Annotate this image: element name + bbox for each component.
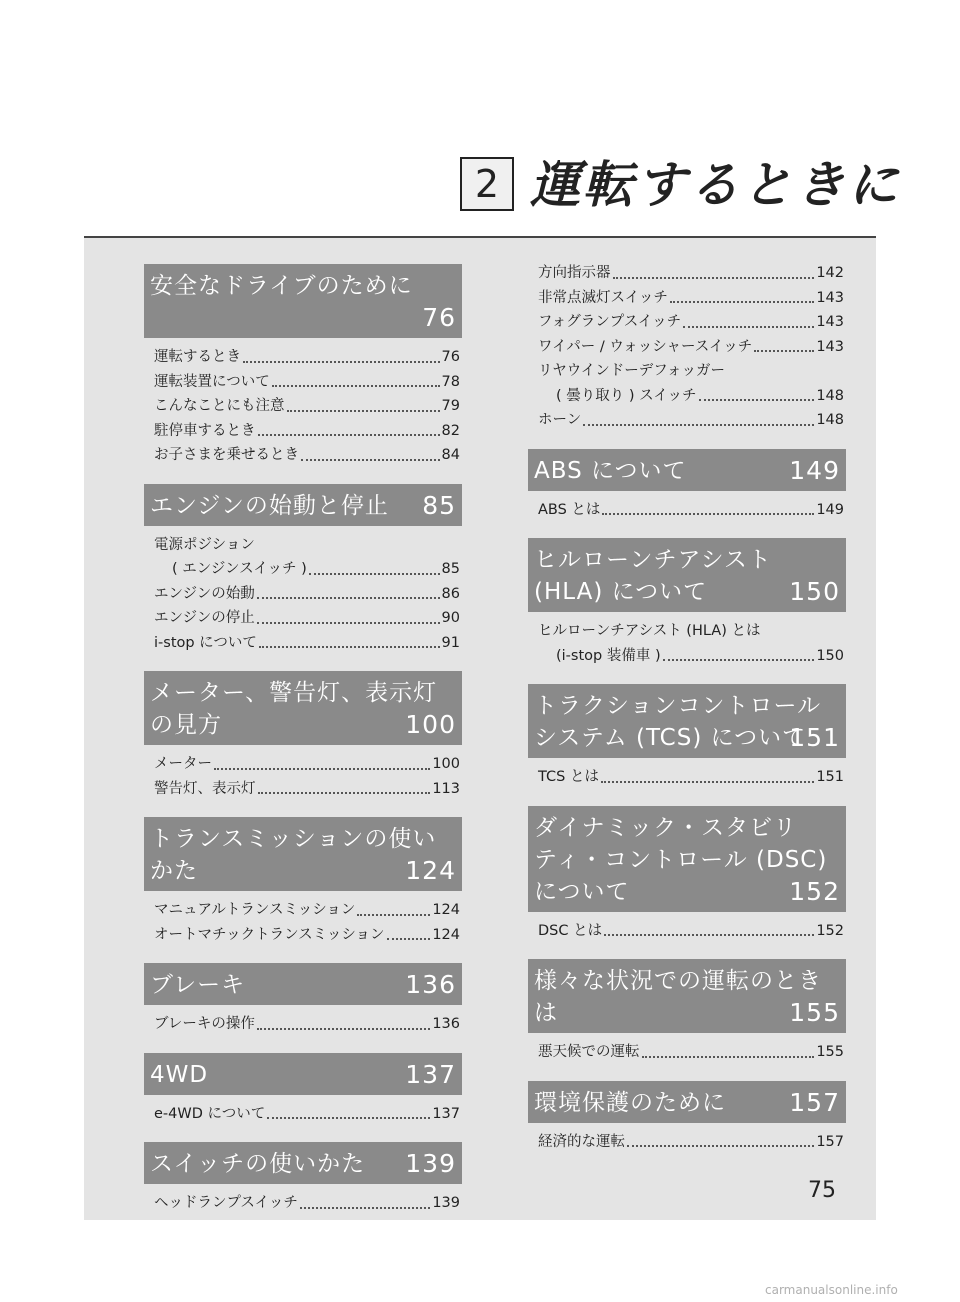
- toc-left-column: [144, 264, 462, 1232]
- toc-entry[interactable]: [538, 498, 844, 523]
- toc-entry-page: 151: [816, 769, 844, 785]
- toc-entries: [528, 1033, 846, 1071]
- toc-entry[interactable]: [538, 384, 844, 409]
- toc-entry-page: 84: [441, 447, 460, 463]
- toc-entry[interactable]: [154, 631, 460, 656]
- toc-section-page: 152: [789, 876, 840, 906]
- toc-section: [144, 1053, 462, 1133]
- toc-entry-page: 137: [432, 1105, 460, 1122]
- toc-entry-label: ホーン: [538, 412, 582, 428]
- toc-section-header[interactable]: [528, 538, 846, 612]
- toc-section-title: 様々な状況での運転のとき は: [534, 968, 822, 1026]
- toc-entry-leader: [287, 410, 440, 412]
- toc-entry-leader: [754, 350, 814, 352]
- toc-entry-leader: [583, 424, 814, 426]
- toc-entry[interactable]: [154, 923, 460, 948]
- toc-entry[interactable]: [154, 582, 460, 607]
- toc-entry-leader: [699, 399, 815, 401]
- toc-entry-label: e-4WD について: [154, 1105, 266, 1122]
- toc-entry[interactable]: [538, 1040, 844, 1065]
- toc-entry-label: 経済的な運転: [538, 1133, 625, 1150]
- toc-entry-leader: [613, 277, 815, 279]
- toc-section-header[interactable]: [528, 449, 846, 491]
- toc-section-header[interactable]: [144, 817, 462, 891]
- toc-section: [144, 1142, 462, 1222]
- toc-entry[interactable]: [154, 606, 460, 631]
- toc-section-header[interactable]: [528, 806, 846, 912]
- toc-entry[interactable]: [154, 777, 460, 802]
- chapter-title: 運転するときに: [530, 156, 901, 214]
- toc-entry-page: 76: [441, 349, 460, 365]
- toc-entry-leader: [300, 1207, 430, 1209]
- toc-entry-leader: [257, 622, 440, 624]
- toc-entries: [144, 1095, 462, 1133]
- toc-entry-label: 悪天候での運転: [538, 1044, 640, 1060]
- toc-entry-label: TCS とは: [538, 769, 599, 785]
- toc-section: [528, 449, 846, 529]
- page-number: 75: [808, 1178, 836, 1203]
- toc-entry[interactable]: [154, 394, 460, 419]
- toc-lead-entries: [528, 254, 846, 439]
- toc-entry-label: ワイパー / ウォッシャースイッチ: [538, 338, 753, 355]
- toc-entry[interactable]: [538, 919, 844, 944]
- toc-entry-page: 136: [432, 1016, 460, 1032]
- toc-section-page: 139: [405, 1149, 456, 1178]
- toc-section-page: 100: [405, 710, 456, 739]
- toc-entry-label: お子さまを乗せるとき: [154, 447, 299, 463]
- toc-section-title: ヒルローンチアシスト (HLA) について: [534, 547, 772, 605]
- toc-entry[interactable]: [538, 644, 844, 669]
- toc-section-page: 136: [405, 970, 456, 999]
- toc-section-title: ダイナミック・スタビリ ティ・コントロール (DSC) について: [534, 814, 828, 905]
- toc-entry-leader: [663, 659, 815, 661]
- toc-entry-page: 143: [816, 314, 844, 330]
- toc-entry-label: ブレーキの操作: [154, 1016, 255, 1032]
- toc-entry-label: ヘッドランプスイッチ: [154, 1195, 298, 1211]
- toc-section-title: 環境保護のために: [534, 1089, 726, 1116]
- toc-entry-leader: [258, 792, 431, 794]
- toc-entry-leader: [642, 1056, 815, 1058]
- toc-section-header[interactable]: [144, 484, 462, 526]
- toc-section-page: 85: [422, 490, 456, 520]
- toc-section-page: 155: [789, 998, 840, 1027]
- toc-entry-label: フォグランプスイッチ: [538, 314, 682, 330]
- toc-section-header[interactable]: [144, 1142, 462, 1184]
- toc-entry-label: i-stop について: [154, 634, 257, 651]
- toc-entry-page: 124: [432, 902, 460, 918]
- toc-entry[interactable]: [154, 898, 460, 923]
- toc-entry[interactable]: [154, 370, 460, 395]
- toc-entries: [528, 612, 846, 674]
- toc-entry[interactable]: [154, 419, 460, 444]
- toc-section: [144, 963, 462, 1043]
- toc-entry-label: こんなことにも注意: [154, 398, 285, 414]
- toc-entry-leader: [257, 597, 440, 599]
- toc-entry-label: 運転するとき: [154, 349, 241, 365]
- toc-entries: [144, 1005, 462, 1043]
- toc-entries: [144, 338, 462, 474]
- toc-entry-leader: [257, 1028, 430, 1030]
- toc-entry-page: 149: [816, 501, 844, 518]
- toc-entry[interactable]: [154, 345, 460, 370]
- toc-entry-leader: [259, 646, 440, 648]
- toc-entry-page: 85: [441, 561, 460, 577]
- toc-entry-page: 143: [816, 338, 844, 355]
- toc-section-header[interactable]: [144, 671, 462, 745]
- toc-section-header[interactable]: [528, 959, 846, 1033]
- toc-entry-page: 100: [432, 756, 460, 772]
- toc-section-title: スイッチの使いかた: [150, 1151, 366, 1177]
- toc-entry[interactable]: [538, 335, 844, 360]
- toc-entry[interactable]: [154, 1102, 460, 1127]
- chapter-header: [0, 0, 960, 236]
- toc-entries: [144, 1184, 462, 1222]
- toc-entry-page: 152: [816, 922, 844, 939]
- toc-entry-page: 142: [816, 265, 844, 281]
- toc-entry-label: オートマチックトランスミッション: [154, 926, 385, 943]
- toc-entry[interactable]: [538, 765, 844, 790]
- toc-entry-label: 警告灯、表示灯: [154, 780, 256, 797]
- toc-entry-page: 91: [441, 634, 460, 651]
- watermark: carmanualsonline.info: [765, 1283, 898, 1297]
- toc-entry-leader: [670, 301, 814, 303]
- toc-entry-label: 方向指示器: [538, 265, 611, 281]
- toc-entry-page: 139: [432, 1195, 460, 1211]
- toc-section-title: メーター、警告灯、表示灯 の見方: [150, 680, 438, 738]
- toc-section-title: ABS について: [534, 457, 687, 484]
- toc-section: [144, 484, 462, 662]
- toc-section: [144, 264, 462, 474]
- toc-entry-page: 86: [441, 585, 460, 602]
- toc-entry-page: 124: [432, 926, 460, 943]
- toc-entry-label: マニュアルトランスミッション: [154, 902, 356, 918]
- toc-section: [528, 959, 846, 1071]
- toc-entry-leader: [214, 768, 430, 770]
- toc-section: [144, 671, 462, 807]
- toc-entry-page: 155: [816, 1044, 844, 1060]
- toc-entry[interactable]: [154, 752, 460, 777]
- toc-entry-leader: [387, 938, 431, 940]
- toc-entry-page: 78: [441, 373, 460, 390]
- toc-entry-label: エンジンの始動: [154, 585, 255, 602]
- toc-section-page: 124: [405, 856, 456, 885]
- toc-entry-page: 157: [816, 1133, 844, 1150]
- toc-right-column: [528, 264, 846, 1170]
- toc-entries: [144, 745, 462, 807]
- toc-entry[interactable]: [538, 286, 844, 311]
- toc-entry-heading: ヒルローンチアシスト (HLA) とは: [538, 623, 761, 639]
- toc-section: [528, 1081, 846, 1161]
- toc-entry[interactable]: [538, 310, 844, 335]
- toc-section-title: トラクションコントロール システム (TCS) について: [534, 693, 822, 751]
- toc-section-page: 150: [789, 577, 840, 606]
- toc-entry[interactable]: [154, 1012, 460, 1037]
- toc-section-header[interactable]: [528, 1081, 846, 1123]
- toc-entries: [528, 912, 846, 950]
- toc-entry-leader: [301, 459, 440, 461]
- toc-entry-label: エンジンの停止: [154, 610, 255, 626]
- toc-entry-leader: [601, 781, 814, 783]
- toc-entry-page: 148: [816, 387, 844, 404]
- toc-entry[interactable]: [538, 408, 844, 433]
- toc-entry-page: 90: [441, 610, 460, 626]
- toc-entry-leader: [243, 361, 440, 363]
- toc-entries: [528, 254, 846, 439]
- toc-section-page: 151: [789, 723, 840, 752]
- toc-section-title: 安全なドライブのために: [150, 273, 413, 299]
- toc-entry-page: 113: [432, 780, 460, 797]
- toc-section-page: 76: [422, 303, 456, 332]
- toc-section-header[interactable]: [144, 1053, 462, 1095]
- toc-entry[interactable]: [154, 443, 460, 468]
- toc-entry-label: 駐停車するとき: [154, 422, 256, 439]
- toc-entry[interactable]: [154, 557, 460, 582]
- toc-section-title: エンジンの始動と停止: [150, 492, 389, 519]
- toc-entry-label: ABS とは: [538, 501, 601, 518]
- toc-entry-leader: [309, 573, 440, 575]
- toc-entry-leader: [272, 385, 440, 387]
- toc-entry-leader: [602, 513, 814, 515]
- toc-entry[interactable]: [154, 1191, 460, 1216]
- toc-section: [144, 817, 462, 953]
- toc-section-header[interactable]: [144, 264, 462, 338]
- toc-entry-leader: [683, 326, 814, 328]
- toc-section-header[interactable]: [144, 963, 462, 1005]
- toc-section-title: トランスミッションの使い かた: [150, 826, 437, 884]
- toc-section-header[interactable]: [528, 684, 846, 758]
- toc-entry-leader: [627, 1145, 814, 1147]
- toc-entry-label: メーター: [154, 756, 212, 772]
- toc-entries: [144, 526, 462, 662]
- toc-section-page: 157: [789, 1087, 840, 1117]
- toc-entry-heading: 電源ポジション: [154, 536, 255, 553]
- toc-section: [528, 806, 846, 950]
- toc-entry-label: DSC とは: [538, 922, 603, 939]
- toc-entry-leader: [267, 1117, 430, 1119]
- toc-entry-leader: [357, 914, 430, 916]
- toc-entry-leader: [258, 434, 440, 436]
- toc-entry[interactable]: [538, 261, 844, 286]
- toc-entry-label: ( 曇り取り ) スイッチ: [556, 387, 697, 404]
- toc-entry-page: 82: [441, 422, 460, 439]
- toc-section: [528, 538, 846, 674]
- chapter-number-box: 2: [460, 157, 514, 211]
- toc-entry-label: 運転装置について: [154, 373, 270, 390]
- toc-entry-page: 79: [441, 398, 460, 414]
- toc-entry-label: ( エンジンスイッチ ): [172, 561, 307, 577]
- toc-entries: [528, 491, 846, 529]
- toc-entries: [528, 1123, 846, 1161]
- toc-entry-page: 143: [816, 289, 844, 306]
- toc-entry-leader: [604, 934, 814, 936]
- toc-section-title: 4WD: [150, 1061, 209, 1088]
- toc-section-page: 137: [405, 1059, 456, 1089]
- toc-section: [528, 684, 846, 796]
- toc-entries: [528, 758, 846, 796]
- toc-entry-page: 150: [816, 647, 844, 664]
- toc-entry-label: (i-stop 装備車 ): [556, 647, 661, 664]
- toc-entries: [144, 891, 462, 953]
- toc-section-page: 149: [789, 455, 840, 485]
- toc-entry-page: 148: [816, 412, 844, 428]
- toc-section-title: ブレーキ: [150, 972, 246, 998]
- toc-entry-label: 非常点滅灯スイッチ: [538, 289, 668, 306]
- toc-entry-heading: リヤウインドーデフォッガー: [538, 363, 726, 379]
- toc-entry[interactable]: [538, 1130, 844, 1155]
